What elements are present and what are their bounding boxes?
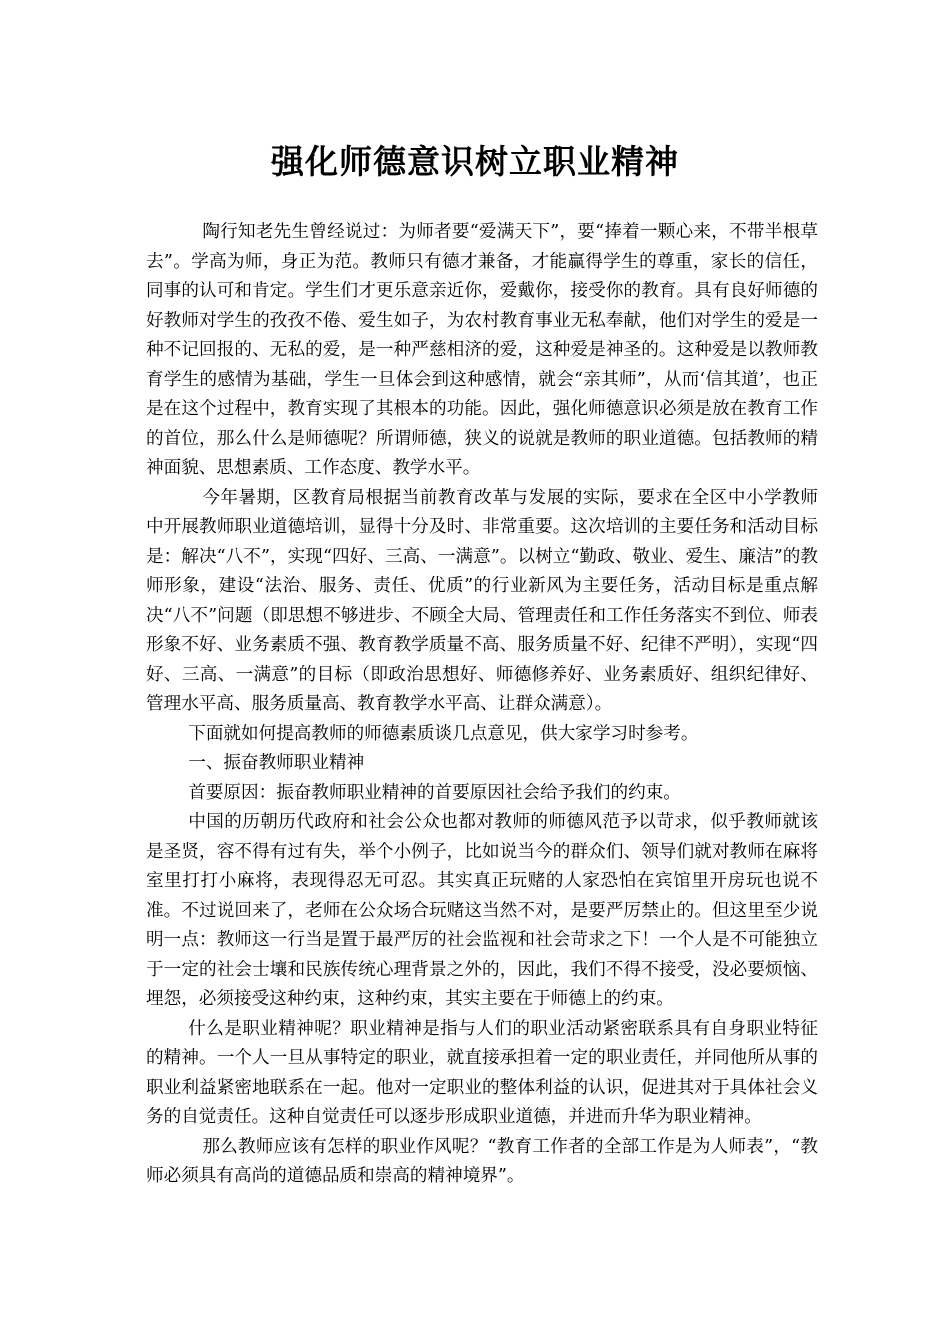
paragraph-social-demands: 中国的历朝历代政府和社会公众也都对教师的师德风范予以苛求，似乎教师就该是圣贤，容不得有过有失，举个小例子，比如说当今的群众们、领导们就对教师在麻将室里打打小麻将，表现得忍无可忍。其实真正玩赌的人家恐怕在宾馆里开房玩也说不准。不过说回来了，老师在公众场合玩赌这当然不对，是要严厉禁止的。但这里至少说明一点：教师这一行当是置于最严厉的社会监视和社会苛求之下！一个人是不可能独立于一定的社会士壤和民族传统心理背景之外的，因此，我们不得不接受，没必要烦恼、埋怨，必须接受这种约束，这种约束，其实主要在于师德上的约束。 [146, 812, 818, 1009]
paragraph-intro: 陶行知老先生曾经说过：为师者要“爱满天下”，要“捧着一颗心来，不带半根草去”。学高为师，身正为范。教师只有德才兼备，才能赢得学生的尊重，家长的信任，同事的认可和肯定。学生们才更乐意亲近你，爱戴你，接受你的教育。具有良好师德的好教师对学生的孜孜不倦、爱生如子，为农村教育事业无私奉献，他们对学生的爱是一种不记回报的、无私的爱，是一种严慈相济的爱，这种爱是神圣的。这种爱是以教师教育学生的感情为基础，学生一旦体会到这种感情，就会“亲其师”，从而‘信其道’，也正是在这个过程中，教育实现了其根本的功能。因此，强化师德意识必须是放在教育工作的首位，那么什么是师德呢？所谓师德，狭义的说就是教师的职业道德。包括教师的精神面貌、思想素质、工作态度、教学水平。 [146, 222, 818, 478]
paragraph-suggestions: 下面就如何提高教师的师德素质谈几点意见，供大家学习时参考。 [188, 723, 699, 744]
paragraph-summer-training: 今年暑期，区教育局根据当前教育改革与发展的实际，要求在全区中小学教师中开展教师职业道德培训，显得十分及时、非常重要。这次培训的主要任务和活动目标是：解决“八不”，实现“四好、三高、一满意”。以树立“勤政、敬业、爱生、廉洁”的教师形象，建设“法治、服务、责任、优质”的行业新风为主要任务，活动目标是重点解决“八不”问题（即思想不够进步、不顾全大局、管理责任和工作任务落实不到位、师表形象不好、业务素质不强、教育教学质量不高、服务质量不好、纪律不严明），实现“四好、三高、一满意”的目标（即政治思想好、师德修养好、业务素质好、组织纪律好、管理水平高、服务质量高、教育教学水平高、让群众满意）。 [146, 487, 818, 714]
section-heading-1: 一、振奋教师职业精神 [188, 753, 365, 773]
paragraph-primary-reason: 首要原因：振奋教师职业精神的首要原因社会给予我们的约束。 [188, 782, 681, 803]
document-title: 强化师德意识树立职业精神 [271, 142, 679, 181]
document-body [146, 218, 818, 1192]
paragraph-work-style: 那么教师应该有怎样的职业作风呢？“教育工作者的全部工作是为人师表”，“教师必须具有高尚的道德品质和崇高的精神境界”。 [146, 1136, 818, 1186]
paragraph-professional-spirit: 什么是职业精神呢？职业精神是指与人们的职业活动紧密联系具有自身职业特征的精神。一个人一旦从事特定的职业，就直接承担着一定的职业责任，并同他所从事的职业利益紧密地联系在一起。他对一定职业的整体利益的认识，促进其对于具体社会义务的自觉责任。这种自觉责任可以逐步形成职业道德，并进而升华为职业精神。 [146, 1018, 818, 1127]
